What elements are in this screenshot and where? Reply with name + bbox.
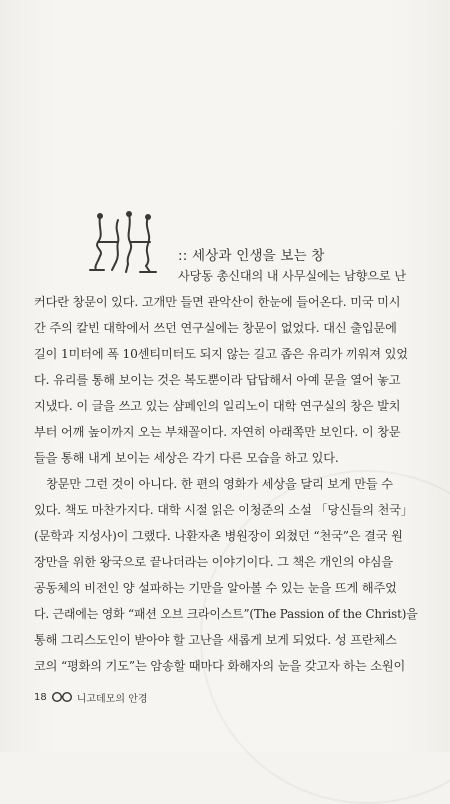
body-line: 지냈다. 이 글을 쓰고 있는 샴페인의 일리노이 대학 연구실의 창은 발치 (34, 399, 401, 413)
glasses-icon (51, 691, 73, 703)
page-number: 18 (34, 691, 47, 703)
body-line: 커다란 창문이 있다. 고개만 들면 관악산이 한눈에 들어온다. 미국 미시 (34, 295, 401, 309)
body-line: 다. 근래에는 영화 “패션 오브 크라이스트”(The Passion of the Christ)을 (34, 607, 418, 621)
body-line: (문학과 지성사)이 그랬다. 나환자촌 병원장이 외쳤던 “천국”은 결국 원 (34, 529, 403, 543)
body-line: 장만을 위한 왕국으로 끝나더라는 이야기이다. 그 책은 개인의 야심을 (34, 555, 393, 569)
body-line: 다. 유리를 통해 보이는 것은 복도뿐이라 답답해서 아예 문을 열어 놓고 (34, 373, 401, 387)
body-line: 있다. 책도 마찬가지다. 대학 시절 읽은 이청준의 소설 「당신들의 천국」 (34, 503, 413, 517)
body-line: 길이 1미터에 폭 10센티미터도 되지 않는 길고 좁은 유리가 끼워져 있었 (34, 347, 408, 361)
page-footer (34, 690, 148, 704)
body-line: 사당동 총신대의 내 사무실에는 남향으로 난 (178, 269, 406, 283)
dancing-figures-illustration (84, 206, 164, 286)
section-heading: :: 세상과 인생을 보는 창 (178, 248, 325, 264)
book-title: 니고데모의 안경 (76, 693, 148, 705)
body-line: 코의 “평화의 기도”는 암송할 때마다 화해자의 눈을 갖고자 하는 소원이 (34, 659, 406, 673)
body-line: 부터 어깨 높이까지 오는 부채꼴이다. 자연히 아래쪽만 보인다. 이 창문 (34, 425, 401, 439)
body-line: 공동체의 비전인 양 설파하는 기만을 알아볼 수 있는 눈을 뜨게 해주었 (34, 581, 397, 595)
body-line: 들을 통해 내게 보이는 세상은 각기 다른 모습을 하고 있다. (34, 451, 339, 465)
body-line: 통해 그리스도인이 받아야 할 고난을 새롭게 보게 되었다. 성 프란체스 (34, 633, 397, 647)
paragraph-start-line: 창문만 그런 것이 아니다. 한 편의 영화가 세상을 달리 보게 만들 수 (46, 477, 393, 491)
body-line: 간 주의 칼빈 대학에서 쓰던 연구실에는 창문이 없었다. 대신 출입문에 (34, 321, 397, 335)
